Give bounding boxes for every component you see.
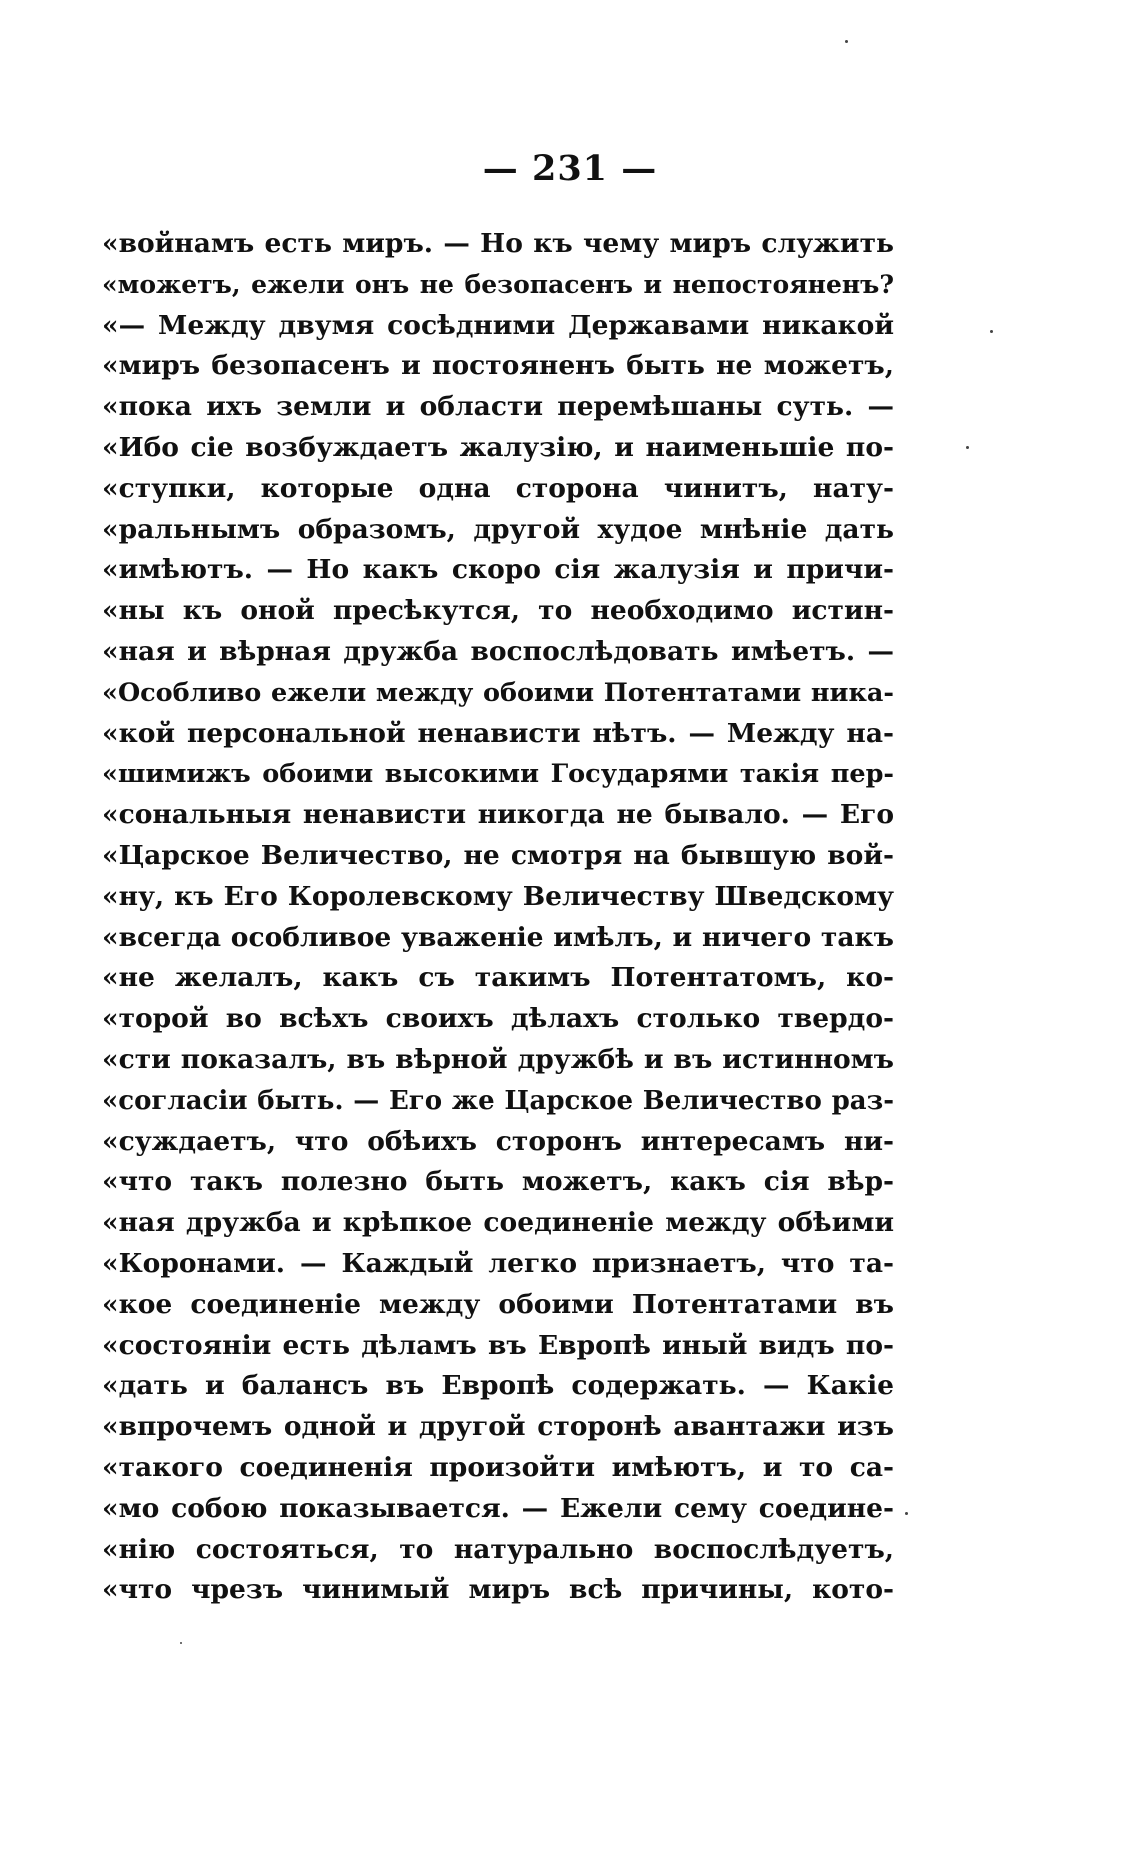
- scan-speck: [966, 446, 969, 449]
- text-line: «сти показалъ, въ вѣрной дружбѣ и въ истинномъ: [102, 1043, 894, 1075]
- text-line: «Ибо сіе возбуждаетъ жалузію, и наименьшіе по-: [102, 431, 894, 463]
- text-line: «что такъ полезно быть можетъ, какъ сія вѣр-: [102, 1166, 894, 1198]
- text-line: «можетъ, ежели онъ не безопасенъ и непостояненъ?: [102, 269, 894, 299]
- text-line: «— Между двумя сосѣдними Державами никакой: [102, 309, 894, 341]
- text-line: «впрочемъ одной и другой сторонѣ авантажи изъ: [102, 1411, 894, 1443]
- text-line: «пока ихъ земли и области перемѣшаны суть. —: [102, 391, 894, 423]
- page-number: — 231 —: [482, 148, 658, 189]
- scan-speck: [905, 1512, 908, 1515]
- text-line: «мо собою показывается. — Ежели сему соедине-: [102, 1492, 894, 1524]
- text-line: «дать и балансъ въ Европѣ содержать. — Какіе: [102, 1370, 894, 1402]
- body-text: [102, 224, 894, 1611]
- text-line: «ны къ оной пресѣкутся, то необходимо истин-: [102, 595, 894, 627]
- text-line: «имѣютъ. — Но какъ скоро сія жалузія и причи-: [102, 554, 894, 586]
- text-line: «сональныя ненависти никогда не бывало. — Его: [102, 799, 894, 831]
- text-line: «торой во всѣхъ своихъ дѣлахъ столько твердо-: [102, 1003, 894, 1035]
- text-line: «суждаетъ, что обѣихъ сторонъ интересамъ ни-: [102, 1125, 894, 1157]
- text-line: «нію состояться, то натурально воспослѣдуетъ,: [102, 1533, 894, 1565]
- text-line: «Царское Величество, не смотря на бывшую вой-: [102, 839, 894, 871]
- text-line: «ральнымъ образомъ, другой худое мнѣніе дать: [102, 513, 894, 545]
- text-line: «Коронами. — Каждый легко признаетъ, что та-: [102, 1247, 894, 1279]
- text-line: «такого соединенія произойти имѣютъ, и то са-: [102, 1451, 894, 1483]
- text-line: «не желалъ, какъ съ такимъ Потентатомъ, ко-: [102, 962, 894, 994]
- text-line: «войнамъ есть миръ. — Но къ чему миръ служить: [102, 228, 894, 259]
- text-line: «ступки, которые одна сторона чинитъ, нату-: [102, 472, 894, 504]
- text-line: «миръ безопасенъ и постояненъ быть не можетъ,: [102, 350, 894, 382]
- text-line: «всегда особливое уваженіе имѣлъ, и ничего такъ: [102, 921, 894, 953]
- scan-speck: [180, 1642, 182, 1644]
- text-line: «что чрезъ чинимый миръ всѣ причины, кото-: [102, 1574, 894, 1606]
- scan-speck: [845, 40, 848, 43]
- text-line: «ная дружба и крѣпкое соединеніе между обѣими: [102, 1207, 894, 1239]
- text-line: «кой персональной ненависти нѣтъ. — Между на-: [102, 717, 894, 749]
- scan-speck: [990, 330, 993, 333]
- text-line: «ная и вѣрная дружба воспослѣдовать имѣетъ. —: [102, 635, 894, 667]
- text-line: «состояніи есть дѣламъ въ Европѣ иный видъ по-: [102, 1329, 894, 1361]
- text-line: «Особливо ежели между обоими Потентатами ника-: [102, 677, 894, 708]
- text-line: «шимижъ обоими высокими Государями такія пер-: [102, 759, 894, 790]
- text-line: «кое соединеніе между обоими Потентатами въ: [102, 1288, 894, 1320]
- text-line: «согласіи быть. — Его же Царское Величество раз-: [102, 1085, 894, 1116]
- text-line: «ну, къ Его Королевскому Величеству Шведскому: [102, 880, 894, 912]
